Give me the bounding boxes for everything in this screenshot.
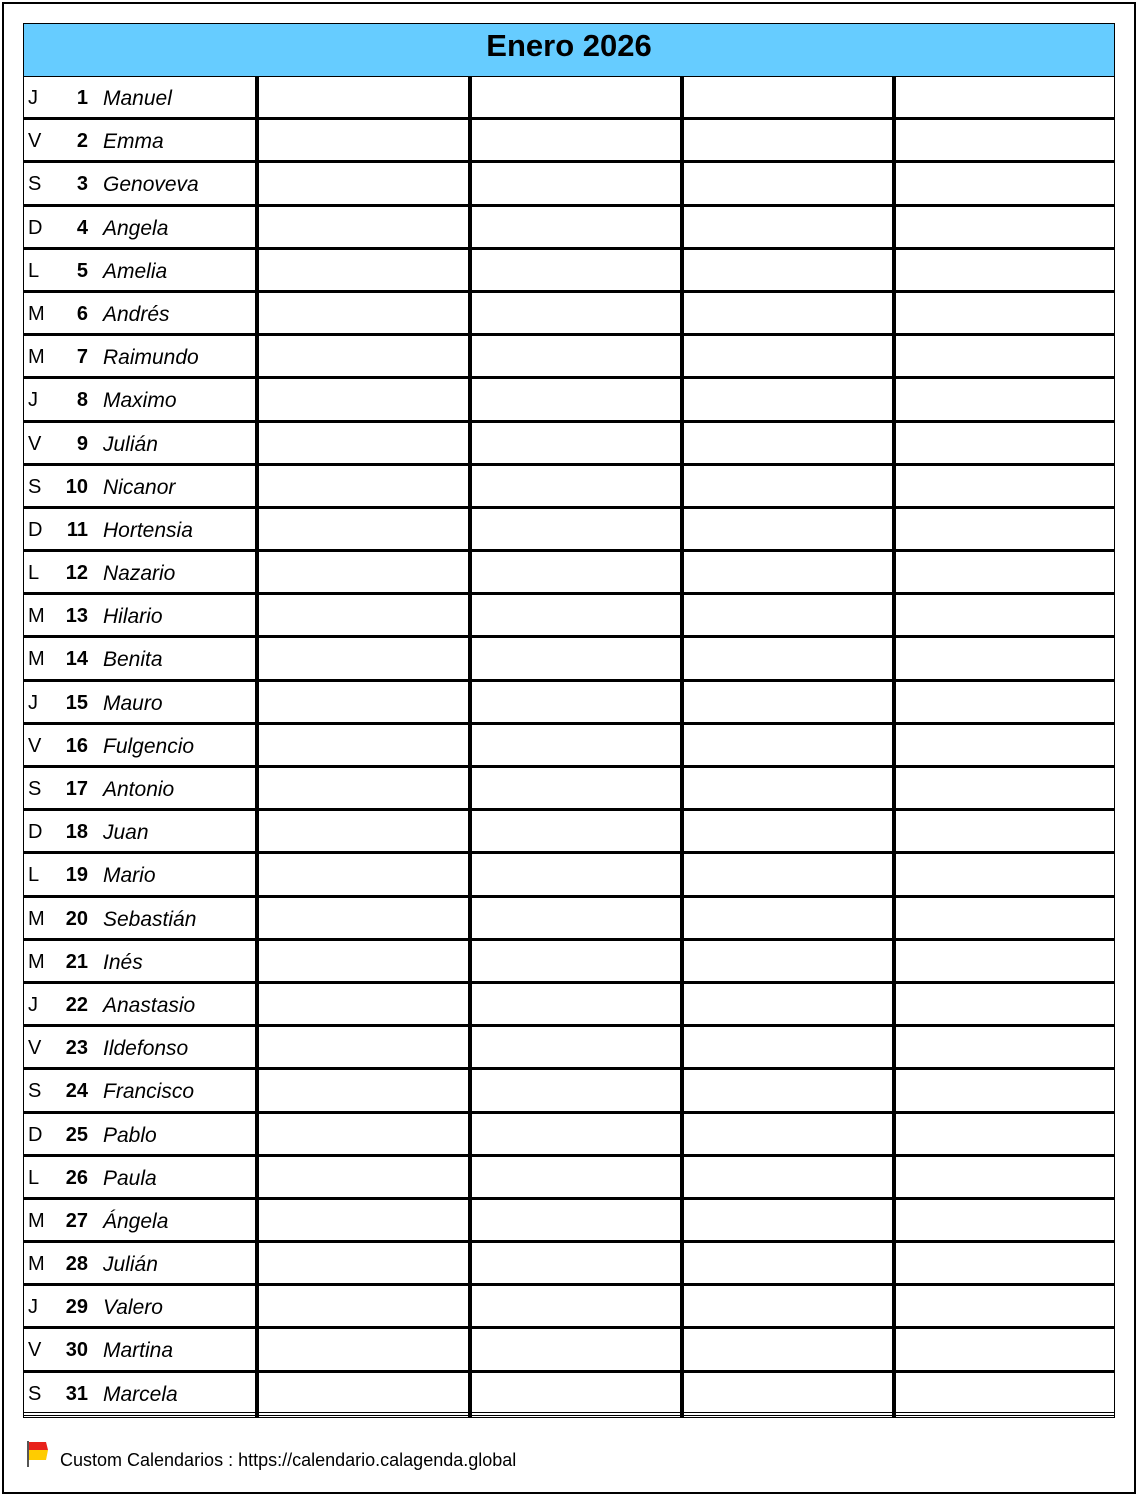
note-cell[interactable] bbox=[472, 1157, 680, 1197]
note-cell[interactable] bbox=[684, 250, 892, 290]
note-cell[interactable] bbox=[684, 120, 892, 160]
note-cell[interactable] bbox=[896, 77, 1114, 117]
note-cell[interactable] bbox=[472, 595, 680, 635]
note-cell[interactable] bbox=[896, 1027, 1114, 1067]
note-cell[interactable] bbox=[684, 941, 892, 981]
day-number: 26 bbox=[65, 1166, 88, 1189]
note-cell[interactable] bbox=[896, 811, 1114, 851]
day-row bbox=[24, 207, 1114, 250]
note-cell[interactable] bbox=[259, 725, 467, 765]
column-divider bbox=[468, 77, 472, 1417]
note-cell[interactable] bbox=[259, 1329, 467, 1369]
note-cell[interactable] bbox=[896, 207, 1114, 247]
note-cell[interactable] bbox=[259, 768, 467, 808]
note-cell[interactable] bbox=[259, 898, 467, 938]
note-cell[interactable] bbox=[684, 984, 892, 1024]
note-cell[interactable] bbox=[896, 423, 1114, 463]
day-row bbox=[24, 811, 1114, 854]
day-of-week: D bbox=[28, 821, 43, 844]
note-cell[interactable] bbox=[896, 552, 1114, 592]
day-row bbox=[24, 638, 1114, 681]
day-number: 14 bbox=[65, 648, 88, 671]
note-cell[interactable] bbox=[472, 1114, 680, 1154]
note-cell[interactable] bbox=[259, 682, 467, 722]
note-cell[interactable] bbox=[472, 1286, 680, 1326]
saint-name: Anastasio bbox=[103, 993, 196, 1017]
note-cell[interactable] bbox=[684, 638, 892, 678]
note-cell[interactable] bbox=[896, 682, 1114, 722]
day-of-week: S bbox=[28, 1382, 42, 1405]
note-cell[interactable] bbox=[259, 336, 467, 376]
note-cell[interactable] bbox=[684, 509, 892, 549]
note-cell[interactable] bbox=[684, 595, 892, 635]
day-of-week: J bbox=[28, 691, 38, 714]
day-number: 23 bbox=[65, 1037, 88, 1060]
note-cell[interactable] bbox=[896, 336, 1114, 376]
saint-name: Angela bbox=[103, 216, 169, 240]
saint-name: Manuel bbox=[103, 87, 172, 110]
note-cell[interactable] bbox=[472, 1200, 680, 1240]
note-cell[interactable] bbox=[472, 1070, 680, 1110]
note-cell[interactable] bbox=[896, 595, 1114, 635]
day-of-week: S bbox=[28, 778, 42, 800]
note-cell[interactable] bbox=[684, 1200, 892, 1240]
day-number: 16 bbox=[65, 734, 88, 757]
day-row bbox=[24, 509, 1114, 552]
day-row bbox=[24, 984, 1114, 1027]
note-cell[interactable] bbox=[472, 250, 680, 290]
note-cell[interactable] bbox=[472, 207, 680, 247]
note-cell[interactable] bbox=[896, 1157, 1114, 1197]
day-number: 6 bbox=[76, 302, 88, 325]
column-divider bbox=[680, 77, 684, 1417]
note-cell[interactable] bbox=[259, 595, 467, 635]
saint-name: Marcela bbox=[103, 1382, 178, 1406]
note-cell[interactable] bbox=[259, 1157, 467, 1197]
note-cell[interactable] bbox=[896, 379, 1114, 419]
saint-name: Julián bbox=[103, 432, 158, 456]
day-number: 29 bbox=[65, 1296, 88, 1319]
note-cell[interactable] bbox=[259, 379, 467, 419]
day-number: 1 bbox=[76, 87, 88, 109]
column-divider bbox=[255, 77, 259, 1417]
calendar-rows bbox=[24, 77, 1114, 1416]
note-cell[interactable] bbox=[259, 1373, 467, 1412]
day-of-week: L bbox=[28, 864, 40, 887]
note-cell[interactable] bbox=[684, 1114, 892, 1154]
day-row bbox=[24, 725, 1114, 768]
note-cell[interactable] bbox=[896, 250, 1114, 290]
day-of-week: L bbox=[28, 1166, 40, 1189]
note-cell[interactable] bbox=[684, 77, 892, 117]
day-row bbox=[24, 552, 1114, 595]
note-cell[interactable] bbox=[259, 638, 467, 678]
saint-name: Juan bbox=[103, 821, 149, 845]
note-cell[interactable] bbox=[896, 120, 1114, 160]
saint-name: Ángela bbox=[103, 1209, 169, 1233]
day-of-week: M bbox=[28, 648, 45, 671]
note-cell[interactable] bbox=[259, 120, 467, 160]
day-of-week: D bbox=[28, 216, 43, 239]
note-cell[interactable] bbox=[896, 1243, 1114, 1283]
day-of-week: M bbox=[28, 346, 45, 369]
note-cell[interactable] bbox=[684, 1243, 892, 1283]
note-cell[interactable] bbox=[896, 1329, 1114, 1369]
day-number: 13 bbox=[65, 605, 88, 628]
note-cell[interactable] bbox=[684, 207, 892, 247]
note-cell[interactable] bbox=[259, 466, 467, 506]
saint-name: Valero bbox=[103, 1296, 163, 1320]
note-cell[interactable] bbox=[472, 293, 680, 333]
note-cell[interactable] bbox=[684, 163, 892, 203]
saint-name: Martina bbox=[103, 1339, 174, 1363]
note-cell[interactable] bbox=[472, 509, 680, 549]
note-cell[interactable] bbox=[259, 1070, 467, 1110]
note-cell[interactable] bbox=[684, 1157, 892, 1197]
note-cell[interactable] bbox=[684, 1070, 892, 1110]
note-cell[interactable] bbox=[472, 552, 680, 592]
note-cell[interactable] bbox=[684, 682, 892, 722]
day-number: 24 bbox=[65, 1080, 88, 1103]
day-row bbox=[24, 336, 1114, 379]
column-divider bbox=[892, 77, 896, 1417]
day-row bbox=[24, 1070, 1114, 1113]
day-of-week: S bbox=[28, 475, 42, 498]
note-cell[interactable] bbox=[472, 768, 680, 808]
calendar-title: Enero 2026 bbox=[24, 24, 1114, 77]
note-cell[interactable] bbox=[684, 768, 892, 808]
day-row bbox=[24, 1329, 1114, 1372]
note-cell[interactable] bbox=[896, 1373, 1114, 1412]
day-of-week: M bbox=[28, 907, 45, 930]
note-cell[interactable] bbox=[684, 1027, 892, 1067]
day-of-week: L bbox=[28, 259, 40, 282]
day-of-week: V bbox=[28, 1037, 42, 1060]
day-row bbox=[24, 682, 1114, 725]
day-of-week: V bbox=[28, 1339, 42, 1362]
saint-name: Hortensia bbox=[103, 518, 193, 542]
note-cell[interactable] bbox=[896, 768, 1114, 808]
day-row bbox=[24, 854, 1114, 897]
day-of-week: V bbox=[28, 734, 42, 757]
note-cell[interactable] bbox=[259, 1114, 467, 1154]
day-row bbox=[24, 423, 1114, 466]
day-number: 20 bbox=[65, 907, 88, 930]
note-cell[interactable] bbox=[472, 638, 680, 678]
day-of-week: D bbox=[28, 518, 43, 541]
day-row bbox=[24, 1243, 1114, 1286]
note-cell[interactable] bbox=[896, 293, 1114, 333]
saint-name: Julián bbox=[103, 1253, 158, 1277]
note-cell[interactable] bbox=[472, 1027, 680, 1067]
note-cell[interactable] bbox=[684, 1373, 892, 1412]
day-number: 2 bbox=[76, 130, 88, 153]
note-cell[interactable] bbox=[472, 984, 680, 1024]
note-cell[interactable] bbox=[259, 163, 467, 203]
saint-name: Emma bbox=[103, 130, 164, 154]
day-row bbox=[24, 1027, 1114, 1070]
day-row bbox=[24, 1114, 1114, 1157]
day-of-week: D bbox=[28, 1123, 43, 1146]
note-cell[interactable] bbox=[684, 379, 892, 419]
note-cell[interactable] bbox=[684, 552, 892, 592]
note-cell[interactable] bbox=[259, 1286, 467, 1326]
note-cell[interactable] bbox=[472, 725, 680, 765]
note-cell[interactable] bbox=[896, 984, 1114, 1024]
note-cell[interactable] bbox=[259, 941, 467, 981]
day-of-week: V bbox=[28, 130, 42, 153]
day-number: 30 bbox=[65, 1339, 88, 1362]
note-cell[interactable] bbox=[684, 293, 892, 333]
note-cell[interactable] bbox=[472, 466, 680, 506]
note-cell[interactable] bbox=[896, 854, 1114, 894]
day-number: 28 bbox=[65, 1253, 88, 1276]
day-row bbox=[24, 898, 1114, 941]
day-number: 25 bbox=[65, 1123, 88, 1146]
day-number: 5 bbox=[76, 259, 88, 282]
note-cell[interactable] bbox=[896, 898, 1114, 938]
note-cell[interactable] bbox=[472, 379, 680, 419]
day-of-week: J bbox=[28, 389, 38, 412]
note-cell[interactable] bbox=[472, 811, 680, 851]
day-of-week: S bbox=[28, 173, 42, 196]
footer-text[interactable]: Custom Calendarios : https://calendario.calagenda.global bbox=[60, 1450, 517, 1470]
day-number: 11 bbox=[66, 518, 88, 541]
day-of-week: M bbox=[28, 1253, 45, 1276]
flag-icon bbox=[26, 1440, 52, 1468]
day-row bbox=[24, 379, 1114, 422]
day-number: 19 bbox=[65, 864, 88, 887]
note-cell[interactable] bbox=[259, 1027, 467, 1067]
saint-name: Andrés bbox=[103, 302, 170, 326]
saint-name: Francisco bbox=[103, 1080, 195, 1104]
saint-name: Genoveva bbox=[103, 173, 199, 197]
note-cell[interactable] bbox=[684, 1286, 892, 1326]
saint-name: Inés bbox=[103, 950, 143, 974]
note-cell[interactable] bbox=[259, 1200, 467, 1240]
note-cell[interactable] bbox=[259, 552, 467, 592]
saint-name: Mario bbox=[103, 864, 156, 888]
day-number: 3 bbox=[76, 173, 88, 196]
note-cell[interactable] bbox=[684, 725, 892, 765]
note-cell[interactable] bbox=[472, 120, 680, 160]
note-cell[interactable] bbox=[259, 293, 467, 333]
day-number: 12 bbox=[65, 562, 88, 585]
saint-name: Amelia bbox=[103, 259, 168, 283]
note-cell[interactable] bbox=[259, 854, 467, 894]
day-number: 22 bbox=[65, 993, 88, 1016]
day-number: 18 bbox=[65, 821, 88, 844]
day-of-week: M bbox=[28, 1209, 45, 1232]
day-number: 7 bbox=[76, 346, 88, 369]
saint-name: Nicanor bbox=[103, 475, 176, 499]
day-of-week: M bbox=[28, 950, 45, 973]
day-of-week: S bbox=[28, 1080, 42, 1103]
day-of-week: J bbox=[28, 1296, 38, 1319]
note-cell[interactable] bbox=[472, 682, 680, 722]
note-cell[interactable] bbox=[472, 1329, 680, 1369]
saint-name: Nazario bbox=[103, 562, 176, 586]
note-cell[interactable] bbox=[472, 898, 680, 938]
saint-name: Raimundo bbox=[103, 346, 199, 370]
day-number: 21 bbox=[65, 950, 88, 973]
note-cell[interactable] bbox=[472, 336, 680, 376]
day-of-week: M bbox=[28, 302, 45, 325]
note-cell[interactable] bbox=[896, 163, 1114, 203]
day-row bbox=[24, 77, 1114, 120]
day-row bbox=[24, 1157, 1114, 1200]
note-cell[interactable] bbox=[472, 1373, 680, 1412]
note-cell[interactable] bbox=[472, 423, 680, 463]
note-cell[interactable] bbox=[259, 423, 467, 463]
note-cell[interactable] bbox=[472, 941, 680, 981]
saint-name: Fulgencio bbox=[103, 734, 195, 758]
day-row bbox=[24, 941, 1114, 984]
day-row bbox=[24, 768, 1114, 811]
day-row bbox=[24, 120, 1114, 163]
day-of-week: J bbox=[28, 993, 38, 1016]
note-cell[interactable] bbox=[684, 336, 892, 376]
note-cell[interactable] bbox=[259, 77, 467, 117]
note-cell[interactable] bbox=[896, 638, 1114, 678]
note-cell[interactable] bbox=[896, 941, 1114, 981]
day-of-week: M bbox=[28, 605, 45, 628]
note-cell[interactable] bbox=[259, 509, 467, 549]
note-cell[interactable] bbox=[896, 509, 1114, 549]
note-cell[interactable] bbox=[472, 1243, 680, 1283]
note-cell[interactable] bbox=[684, 423, 892, 463]
saint-name: Sebastián bbox=[103, 907, 197, 931]
note-cell[interactable] bbox=[684, 466, 892, 506]
day-row bbox=[24, 1286, 1114, 1329]
note-cell[interactable] bbox=[896, 466, 1114, 506]
note-cell[interactable] bbox=[259, 1243, 467, 1283]
note-cell[interactable] bbox=[896, 1286, 1114, 1326]
note-cell[interactable] bbox=[259, 250, 467, 290]
day-row bbox=[24, 466, 1114, 509]
note-cell[interactable] bbox=[896, 1070, 1114, 1110]
day-number: 4 bbox=[76, 216, 88, 239]
note-cell[interactable] bbox=[259, 207, 467, 247]
day-of-week: V bbox=[28, 432, 42, 455]
note-cell[interactable] bbox=[259, 811, 467, 851]
day-number: 27 bbox=[65, 1209, 88, 1232]
day-row bbox=[24, 293, 1114, 336]
note-cell[interactable] bbox=[684, 811, 892, 851]
day-of-week: L bbox=[28, 562, 40, 585]
note-cell[interactable] bbox=[684, 898, 892, 938]
day-number: 15 bbox=[65, 691, 88, 714]
day-number: 9 bbox=[76, 432, 88, 455]
day-of-week: J bbox=[28, 87, 38, 109]
saint-name: Hilario bbox=[103, 605, 163, 629]
saint-name: Mauro bbox=[103, 691, 163, 715]
saint-name: Maximo bbox=[103, 389, 177, 413]
day-number: 8 bbox=[76, 389, 88, 412]
saint-name: Benita bbox=[103, 648, 163, 672]
day-row bbox=[24, 250, 1114, 293]
day-number: 31 bbox=[65, 1382, 88, 1405]
note-cell[interactable] bbox=[684, 1329, 892, 1369]
day-row bbox=[24, 1200, 1114, 1243]
calendar-table bbox=[23, 23, 1115, 1418]
note-cell[interactable] bbox=[896, 1200, 1114, 1240]
note-cell[interactable] bbox=[472, 163, 680, 203]
saint-name: Antonio bbox=[103, 778, 175, 801]
note-cell[interactable] bbox=[896, 1114, 1114, 1154]
day-number: 10 bbox=[65, 475, 88, 498]
saint-name: Pablo bbox=[103, 1123, 157, 1147]
saint-name: Paula bbox=[103, 1166, 157, 1190]
day-number: 17 bbox=[65, 778, 88, 800]
note-cell[interactable] bbox=[896, 725, 1114, 765]
day-row bbox=[24, 163, 1114, 206]
saint-name: Ildefonso bbox=[103, 1037, 189, 1061]
day-row bbox=[24, 595, 1114, 638]
note-cell[interactable] bbox=[684, 854, 892, 894]
note-cell[interactable] bbox=[259, 984, 467, 1024]
day-row bbox=[24, 1373, 1114, 1416]
note-cell[interactable] bbox=[472, 77, 680, 117]
note-cell[interactable] bbox=[472, 854, 680, 894]
